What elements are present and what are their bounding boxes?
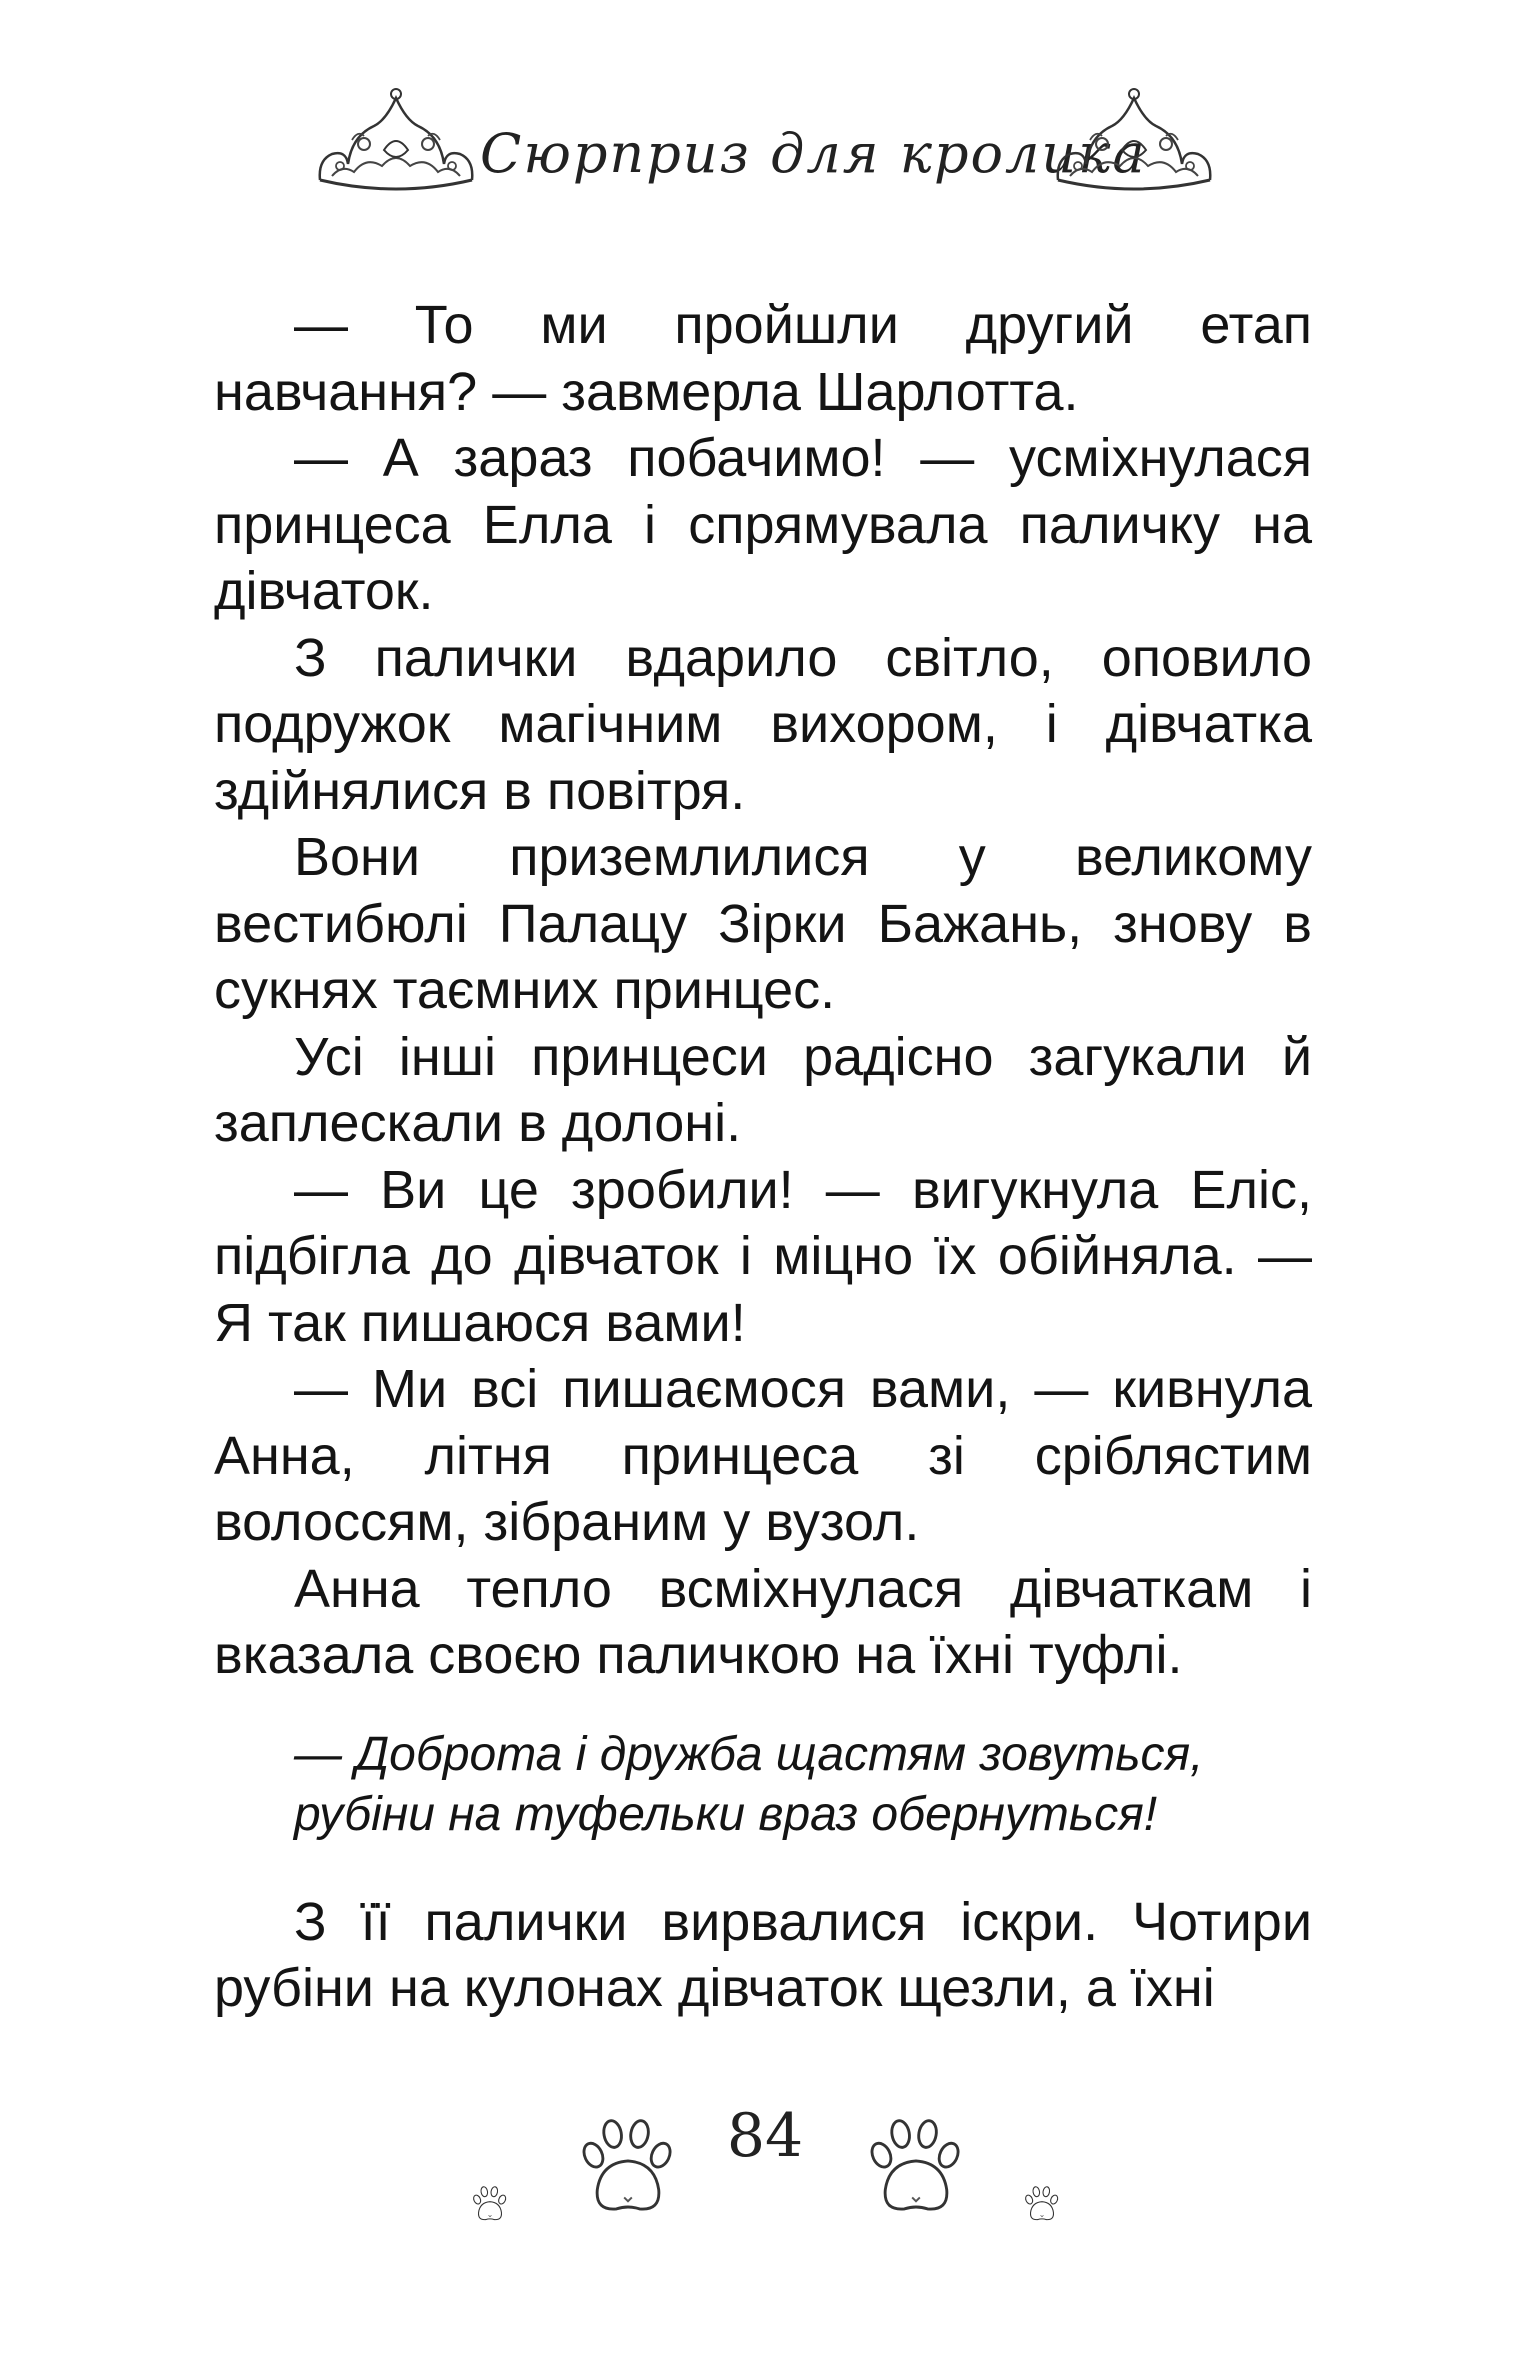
tiara-icon <box>1050 80 1218 198</box>
running-header-title: Сюрприз для кролика <box>480 122 1147 185</box>
spell-verse <box>294 1725 1312 1845</box>
paw-print-icon <box>580 2105 676 2213</box>
paragraph: — Ви це зробили! — вигукнула Еліс, підбігла до дівчаток і міцно їх обійняла. — Я так пишаюся вами! <box>214 1159 1312 1353</box>
paw-print-icon <box>472 2181 508 2221</box>
verse-line: — Доброта і дружба щастям зовуться, <box>294 1727 1204 1781</box>
verse-line: рубіни на туфельки враз обернуться! <box>294 1787 1158 1841</box>
tiara-icon <box>312 80 480 198</box>
paw-print-icon <box>1024 2181 1060 2221</box>
paragraph: Усі інші принцеси радісно загукали й заплескали в долоні. <box>214 1026 1312 1153</box>
paragraph: — А зараз побачимо! — усміхнулася принцеса Елла і спрямувала паличку на дівчаток. <box>214 428 1312 621</box>
paw-print-icon <box>868 2105 964 2213</box>
paragraph: Вони приземлилися у великому вестибюлі Палацу Зірки Бажань, знову в сукнях таємних принцес. <box>214 827 1312 1020</box>
paragraph: Анна тепло всміхнулася дівчаткам і вказала своєю паличкою на їхні туфлі. <box>214 1558 1312 1685</box>
paragraph: — Ми всі пишаємося вами, — кивнула Анна, літня принцеса зі сріблястим волоссям, зібраним у вузол. <box>214 1359 1312 1552</box>
page-body <box>214 292 1312 2022</box>
page-number: 84 <box>726 2101 804 2171</box>
paragraph: — То ми пройшли другий етап навчання? — завмерла Шарлотта. <box>214 295 1312 422</box>
page-footer <box>0 2095 1529 2255</box>
paragraph: З її палички вирвалися іскри. Чотири рубіни на кулонах дівчаток щезли, а їхні <box>214 1891 1312 2018</box>
running-header <box>0 80 1529 210</box>
paragraph: З палички вдарило світло, оповило подружок магічним вихором, і дівчатка здійнялися в повітря. <box>214 627 1312 821</box>
